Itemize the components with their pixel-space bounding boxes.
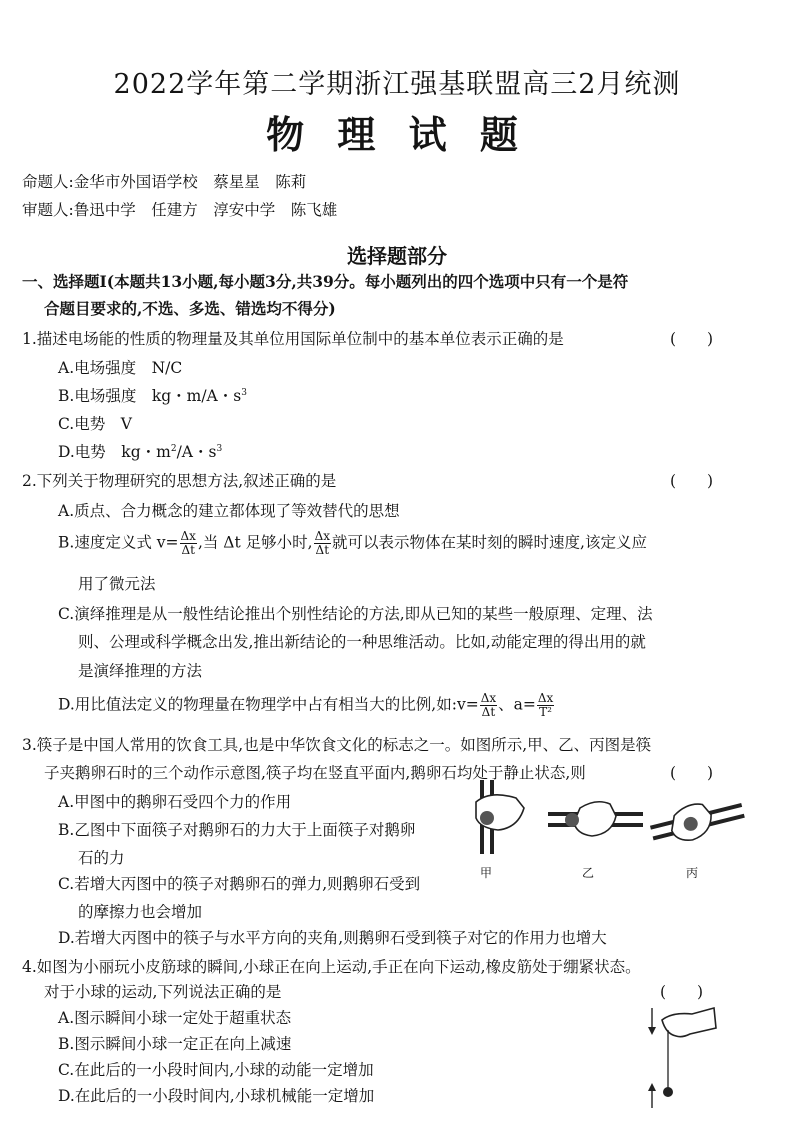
q1-option-b: B.电场强度 kg・m/A・$s^3$ [58, 387, 247, 405]
q2-option-c-line1: C.演绎推理是从一般性结论推出个别性结论的方法,即从已知的某些一般原理、定理、法 [58, 605, 653, 623]
q2-option-c-line3: 是演绎推理的方法 [78, 662, 203, 680]
q4-option-b: B.图示瞬间小球一定正在向上减速 [58, 1035, 292, 1053]
q4-option-c: C.在此后的一小段时间内,小球的动能一定增加 [58, 1061, 374, 1079]
figure-jia [476, 780, 524, 854]
q2-option-b: B.速度定义式 v= $\frac{\Delta x}{\Delta t}$ ,当 Δt 足够小时, $\frac{\Delta x}{\Delta t}$ 就可以表示物体在某时刻的瞬时速度,该定义应 [58, 529, 647, 557]
q2-option-d: D.用比值法定义的物理量在物理学中占有相当大的比例,如:v= $\frac{\Delta x}{\Delta t}$ 、a= $\frac{\Delta x}{\text{T²}}$ [58, 691, 554, 719]
rubber-ball-figure [640, 1004, 720, 1116]
fraction-dx-dt: $\frac{\Delta x}{\Delta t}$ [480, 691, 497, 719]
q3-stem-line1: 3.筷子是中国人常用的饮食工具,也是中华饮食文化的标志之一。如图所示,甲、乙、丙图是筷 [22, 736, 652, 754]
q2-option-a: A.质点、合力概念的建立都体现了等效替代的思想 [58, 502, 400, 520]
q1-option-c: C.电势 V [58, 415, 132, 433]
hand-icon [662, 1008, 716, 1037]
q4-stem-line2: 对于小球的运动,下列说法正确的是 [44, 983, 282, 1001]
part1-instructions-line1: 一、选择题Ⅰ(本题共13小题,每小题3分,共39分。每小题列出的四个选项中只有一个是符 [22, 272, 629, 291]
q3-option-b-line2: 石的力 [78, 849, 125, 867]
q2-option-b-cont: 用了微元法 [78, 575, 156, 593]
subject-title: 物 理 试 题 [266, 112, 528, 157]
q3-option-c-line1: C.若增大丙图中的筷子对鹅卵石的弹力,则鹅卵石受到 [58, 875, 421, 893]
q4-option-a: A.图示瞬间小球一定处于超重状态 [58, 1009, 292, 1027]
fraction-dx-dt: $\frac{\Delta x}{\Delta t}$ [314, 529, 331, 557]
q1-option-d: D.电势 kg・$m^2/A$・$s^3$ [58, 443, 223, 461]
section-title: 选择题部分 [347, 244, 447, 268]
q2-stem: 2.下列关于物理研究的思想方法,叙述正确的是 [22, 472, 337, 490]
ball-icon [663, 1087, 673, 1097]
part1-instructions-line2: 合题目要求的,不选、多选、错选均不得分) [44, 299, 336, 318]
figure-label-bing: 丙 [686, 866, 699, 880]
exam-title: 2022学年第二学期浙江强基联盟高三2月统测 [113, 69, 681, 100]
q2-option-c-line2: 则、公理或科学概念出发,推出新结论的一种思维活动。比如,动能定理的得出用的就 [78, 633, 646, 651]
figure-label-jia: 甲 [480, 866, 493, 880]
q3-option-c-line2: 的摩擦力也会增加 [78, 903, 203, 921]
chopsticks-figure [468, 780, 748, 880]
q3-answer-paren: ( ) [670, 764, 714, 782]
figure-label-yi: 乙 [582, 866, 595, 880]
q3-option-a: A.甲图中的鹅卵石受四个力的作用 [58, 793, 292, 811]
q3-option-b-line1: B.乙图中下面筷子对鹅卵石的力大于上面筷子对鹅卵 [58, 821, 416, 839]
q1-stem: 1.描述电场能的性质的物理量及其单位用国际单位制中的基本单位表示正确的是 [22, 330, 564, 348]
q4-option-d: D.在此后的一小段时间内,小球机械能一定增加 [58, 1087, 375, 1105]
q4-stem-line1: 4.如图为小丽玩小皮筋球的瞬间,小球正在向上运动,手正在向下运动,橡皮筋处于绷紧状态。 [22, 958, 641, 976]
q1-answer-paren: ( ) [670, 330, 714, 348]
q3-option-d: D.若增大丙图中的筷子与水平方向的夹角,则鹅卵石受到筷子对它的作用力也增大 [58, 929, 607, 947]
q4-answer-paren: ( ) [660, 983, 704, 1001]
fraction-dx-dt: $\frac{\Delta x}{\Delta t}$ [180, 529, 196, 557]
q3-stem-line2: 子夹鹅卵石时的三个动作示意图,筷子均在竖直平面内,鹅卵石均处于静止状态,则 [44, 764, 586, 782]
reviewer-line: 审题人:鲁迅中学 任建方 淳安中学 陈飞雄 [22, 201, 338, 219]
q1-option-a: A.电场强度 N/C [58, 359, 183, 377]
q2-answer-paren: ( ) [670, 472, 714, 490]
author-line: 命题人:金华市外国语学校 蔡星星 陈莉 [22, 173, 307, 191]
figure-yi [548, 802, 643, 836]
figure-bing [647, 793, 746, 849]
fraction-dx-T2: $\frac{\Delta x}{\text{T²}}$ [537, 691, 554, 719]
